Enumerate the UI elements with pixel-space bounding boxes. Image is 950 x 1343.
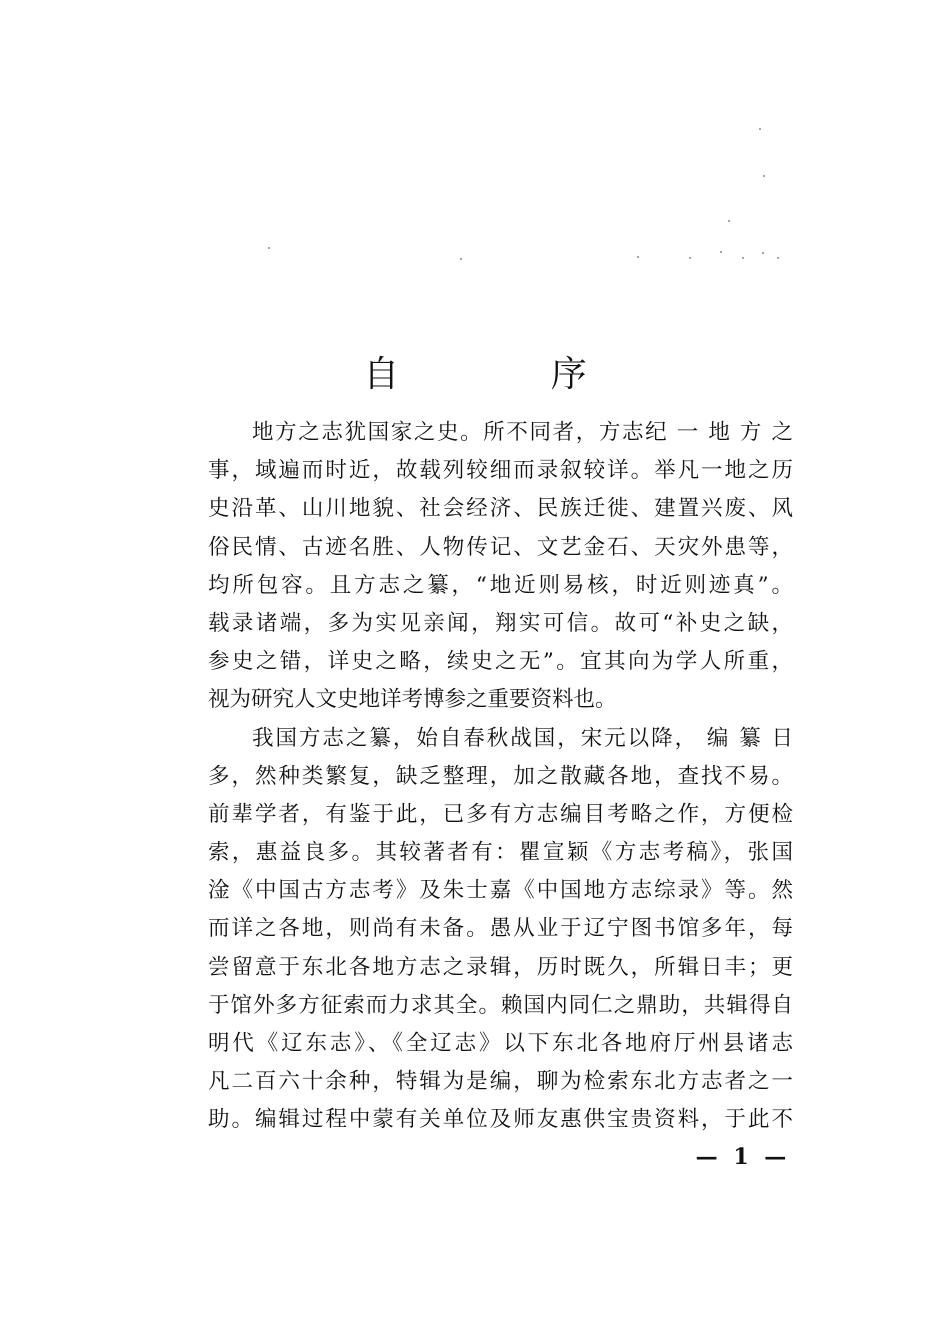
preface-body	[208, 414, 793, 1140]
scan-speck	[720, 251, 722, 253]
scan-speck	[763, 175, 765, 177]
scan-speck	[637, 256, 639, 258]
text-line: 索，惠益良多。其较著者有：瞿宣颖《方志考稿》，张国	[208, 840, 793, 866]
paragraph	[208, 720, 793, 1140]
text-line: 多，然种类繁复，缺乏整理，加之散藏各地，查找不易。	[208, 763, 793, 789]
scan-speck	[689, 257, 691, 259]
scan-speck	[460, 258, 462, 260]
scan-speck	[742, 257, 744, 259]
text-line: 凡二百六十余种，特辑为是编，聊为检索东北方志者之一	[208, 1069, 793, 1095]
text-line: 尝留意于东北各地方志之录辑，历时既久，所辑日丰；更	[208, 954, 793, 980]
text-line: 地方之志犹国家之史。所不同者，方志纪 一 地 方 之	[252, 420, 793, 445]
text-line: 于馆外多方征索而力求其全。赖国内同仁之鼎助，共辑得自	[208, 992, 793, 1018]
text-line: 载录诸端，多为实见亲闻，翔实可信。故可“补史之缺，	[208, 610, 793, 636]
scan-speck	[728, 220, 730, 222]
text-line: 而详之各地，则尚有未备。愚从业于辽宁图书馆多年，每	[208, 916, 793, 942]
text-line: 事，域遍而时近，故载列较细而录叙较详。举凡一地之历	[208, 458, 793, 484]
text-line: 前辈学者，有鉴于此，已多有方志编目考略之作，方便检	[208, 801, 793, 827]
page-title: 自 序	[363, 354, 657, 396]
text-line: 淦《中国古方志考》及朱士嘉《中国地方志综录》等。然	[208, 878, 793, 904]
scan-speck	[777, 257, 779, 259]
text-line: 史沿革、山川地貌、社会经济、民族迁徙、建置兴废、风	[208, 496, 793, 522]
text-line: 我国方志之纂，始自春秋战国，宋元以降， 编 纂 日	[252, 725, 793, 751]
scan-speck	[268, 247, 270, 249]
text-line: 助。编辑过程中蒙有关单位及师友惠供宝贵资料，于此不	[208, 1107, 793, 1133]
text-line: 均所包容。且方志之纂，“地近则易核，时近则迹真”。	[208, 572, 793, 598]
text-line: 俗民情、古迹名胜、人物传记、文艺金石、天灾外患等，	[208, 534, 793, 560]
text-line: 明代《辽东志》、《全辽志》以下东北各地府厅州县诸志	[208, 1031, 793, 1056]
text-line: 视为研究人文史地详考博参之重要资料也。	[208, 687, 617, 713]
text-line: 参史之错，详史之略，续史之无”。宜其向为学人所重，	[208, 649, 793, 675]
page-number: — 1 —	[695, 1144, 791, 1170]
scan-speck	[759, 128, 761, 130]
scan-speck	[762, 252, 764, 254]
paragraph	[208, 414, 793, 720]
